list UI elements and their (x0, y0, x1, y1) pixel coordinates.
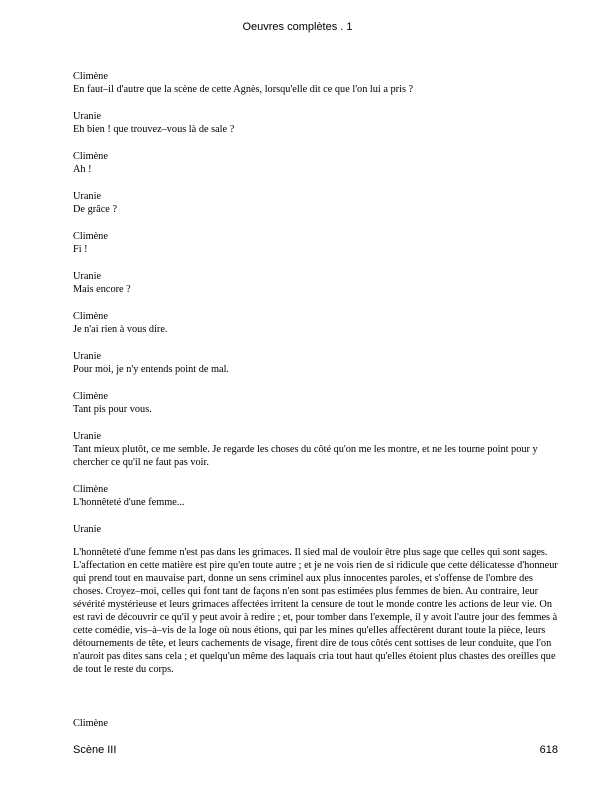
speaker-name: Climène (73, 311, 108, 322)
dialogue-turn (73, 390, 563, 416)
dialogue-turn (73, 310, 563, 336)
speech-line: Je n'ai rien à vous dire. (73, 324, 168, 335)
dialogue-turn (73, 483, 563, 509)
speaker-name: Climène (73, 151, 108, 162)
footer-page-number: 618 (539, 744, 558, 756)
speaker-name: Uranie (73, 431, 102, 442)
dialogue-turn (73, 270, 563, 296)
speaker-name: Climène (73, 391, 108, 402)
speech-line: Tant pis pour vous. (73, 404, 152, 415)
footer-section: Scène III (73, 744, 117, 756)
speech-line: Mais encore ? (73, 284, 131, 295)
speech-line: Fi ! (73, 244, 88, 255)
speaker-name: Uranie (73, 111, 102, 122)
speaker-name: Climène (73, 231, 108, 242)
speaker-name: Climène (73, 484, 108, 495)
speaker-name: Climène (73, 718, 108, 729)
speech-line: Pour moi, je n'y entends point de mal. (73, 364, 230, 375)
dialogue-body (73, 70, 563, 690)
dialogue-turn (73, 430, 563, 469)
long-speech-paragraph: L'honnêteté d'une femme n'est pas dans les grimaces. Il sied mal de vouloir être plus sage que celles qui sont sages. L'affectation en cette matière est pire qu'en toute autre ; et je ne vois rien de si ridicule que cette délicatesse d'honneur qui prend tout en mauvaise part, donne un sens criminel aux plus innocentes paroles, et s'offense de l'ombre des choses. Croyez–moi, celles qui font tant de façons n'en sont pas estimées plus femmes de bien. Au contraire, leur sévérité mystérieuse et leurs grimaces affectées irritent la censure de tout le monde contre les actions de leur vie. On est ravi de découvrir ce qu'il y peut avoir à redire ; et, pour tomber dans l'exemple, il y avoit l'autre jour des femmes à cette comédie, vis–à–vis de la loge où nous étions, qui par les mines qu'elles affectèrent durant toute la pièce, leurs détournements de tête, et leurs cachements de visage, firent dire de tous côtés cent sottises de leur conduite, que l'on n'auroit pas dites sans cela ; et quelqu'un même des laquais cria tout haut qu'elles étoient plus chastes des oreilles que de tout le reste du corps. (73, 547, 558, 675)
dialogue-turn (73, 190, 563, 216)
speech-line: Ah ! (73, 164, 92, 175)
dialogue-turn (73, 150, 563, 176)
speech-line: En faut–il d'autre que la scène de cette Agnès, lorsqu'elle dit ce que l'on lui a pris ? (73, 84, 414, 95)
speaker-name: Uranie (73, 191, 102, 202)
dialogue-turn (73, 110, 563, 136)
speech-line: De grâce ? (73, 204, 118, 215)
speech-line: L'honnêteté d'une femme... (73, 497, 185, 508)
speaker-name: Uranie (73, 351, 102, 362)
dialogue-turn (73, 230, 563, 256)
speaker-name: Uranie (73, 524, 102, 535)
running-header: Oeuvres complètes . 1 (242, 21, 353, 33)
speech-line: Tant mieux plutôt, ce me semble. Je regarde les choses du côté qu'on me les montre, et ne les tourne point pour y chercher ce qu'il ne faut pas voir. (73, 444, 538, 468)
speech-line: Eh bien ! que trouvez–vous là de sale ? (73, 124, 235, 135)
speaker-name: Uranie (73, 271, 102, 282)
dialogue-turn (73, 523, 563, 536)
dialogue-turn (73, 350, 563, 376)
dialogue-turn (73, 70, 563, 96)
speaker-name: Climène (73, 71, 108, 82)
